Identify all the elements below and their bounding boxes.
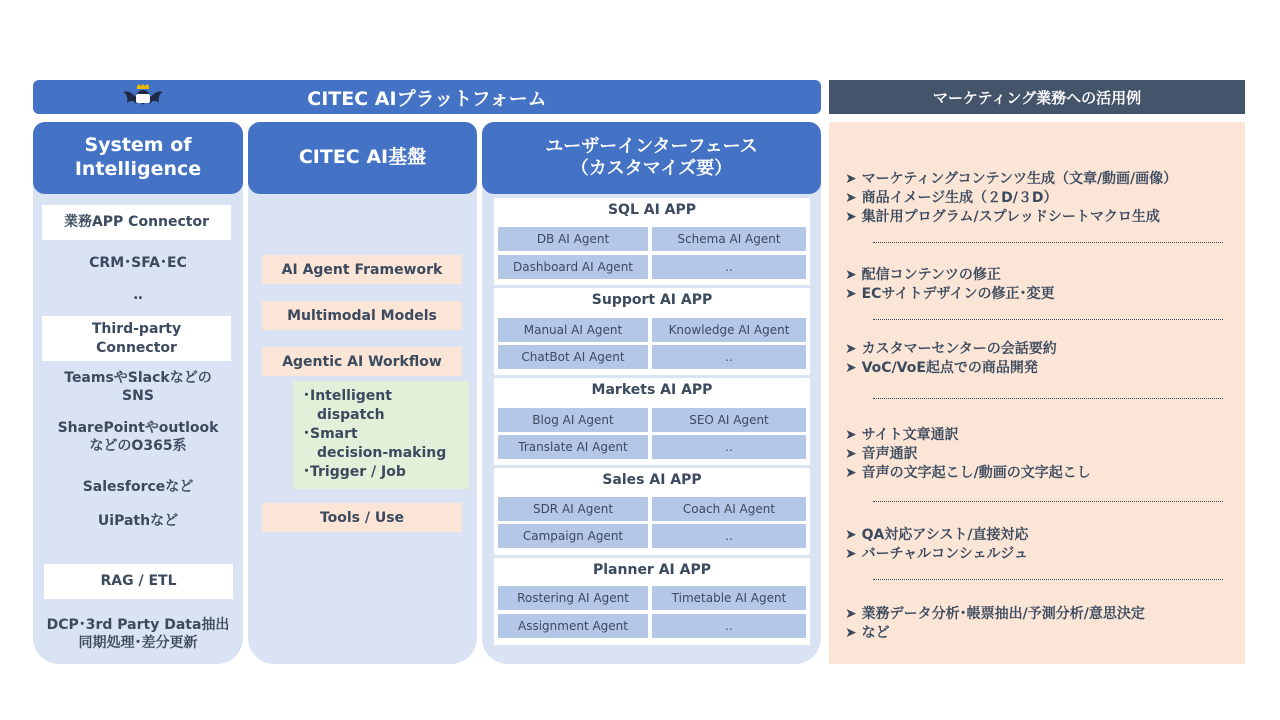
agent-cell: DB AI Agent	[498, 227, 648, 251]
platform-title: CITEC AIプラットフォーム	[307, 87, 547, 110]
app-title: SQL AI APP	[607, 202, 697, 218]
soi-title-line1: System of	[84, 134, 192, 157]
sns-line1: TeamsやSlackなどの	[64, 369, 212, 386]
dotted-divider	[873, 319, 1223, 320]
rag-etl-label: RAG / ETL	[100, 573, 177, 590]
salesforce-label: Salesforceなど	[82, 478, 194, 495]
bat-logo-icon	[121, 84, 165, 110]
third-party-connector-box	[42, 316, 231, 361]
platform-header-bar	[33, 80, 821, 114]
app-title: Markets AI APP	[591, 382, 713, 398]
dcp-line1: DCP･3rd Party Data抽出	[46, 616, 230, 633]
marketing-bullet: ➤ 商品イメージ生成（２D/３D）	[845, 190, 1058, 206]
app-connector-box	[42, 205, 231, 240]
agent-cell: ‥	[652, 614, 806, 638]
agent-cell: Campaign Agent	[498, 524, 648, 548]
agent-cell: Schema AI Agent	[652, 227, 806, 251]
dotted-divider	[873, 579, 1223, 580]
agent-cell: Manual AI Agent	[498, 318, 648, 342]
marketing-bullet: ➤ 業務データ分析･帳票抽出/予測分析/意思決定	[845, 606, 1145, 622]
app-panel-support	[494, 288, 810, 375]
ui-title-line1: ユーザーインターフェース	[545, 135, 758, 157]
third-party-label: Third-party	[91, 321, 182, 338]
rag-etl-box	[44, 564, 233, 599]
dotted-divider	[873, 501, 1223, 502]
agent-cell: SDR AI Agent	[498, 497, 648, 521]
ai-base-title: CITEC AI基盤	[298, 146, 427, 169]
agent-cell: Timetable AI Agent	[652, 586, 806, 610]
marketing-bullet: ➤ など	[845, 625, 890, 641]
dotted-divider	[873, 398, 1223, 399]
agent-cell: Dashboard AI Agent	[498, 255, 648, 279]
app-panel-planner	[494, 558, 810, 645]
marketing-bullet: ➤ カスタマーセンターの会話要約	[845, 341, 1057, 357]
agent-cell: Knowledge AI Agent	[652, 318, 806, 342]
system-of-intelligence-header	[33, 122, 243, 194]
agentic-workflow-box	[262, 347, 462, 376]
multimodal-models-label: Multimodal Models	[287, 307, 437, 324]
dcp-label	[33, 614, 243, 654]
agent-cell: Coach AI Agent	[652, 497, 806, 521]
app-title: Support AI APP	[591, 292, 713, 308]
marketing-header-bar	[829, 80, 1245, 114]
workflow-detail: ･Smart	[303, 425, 358, 442]
user-interface-header	[482, 122, 821, 194]
soi-ellipsis-label: ‥	[133, 286, 143, 303]
agent-cell: Blog AI Agent	[498, 408, 648, 432]
app-panel-sales	[494, 468, 810, 555]
connector-label: Connector	[96, 339, 177, 356]
agent-cell: Rostering AI Agent	[498, 586, 648, 610]
dcp-line2: 同期処理･差分更新	[78, 635, 198, 651]
workflow-detail: decision-making	[317, 444, 447, 461]
sns-label	[33, 368, 243, 406]
marketing-bullet: ➤ VoC/VoE起点での商品開発	[845, 360, 1038, 376]
marketing-bullet: ➤ マーケティングコンテンツ生成（文章/動画/画像）	[845, 171, 1178, 187]
workflow-details-box	[293, 381, 469, 489]
agentic-workflow-label: Agentic AI Workflow	[282, 353, 442, 370]
marketing-bullet: ➤ QA対応アシスト/直接対応	[845, 527, 1029, 543]
app-panel-sql	[494, 198, 810, 285]
uipath-label: UiPathなど	[97, 512, 179, 529]
agent-cell: Translate AI Agent	[498, 435, 648, 459]
tools-use-box	[262, 503, 462, 532]
soi-title-line2: Intelligence	[74, 158, 202, 180]
agent-cell: ‥	[652, 255, 806, 279]
o365-label	[33, 418, 243, 456]
agent-cell: ‥	[652, 345, 806, 369]
marketing-bullet: ➤ 音声通訳	[845, 446, 918, 462]
sns-line2: SNS	[122, 388, 154, 404]
tools-use-label: Tools / Use	[319, 509, 405, 526]
workflow-detail: dispatch	[317, 406, 385, 423]
multimodal-models-box	[262, 301, 462, 330]
ai-agent-framework-box	[262, 255, 462, 284]
crm-sfa-ec-label: CRM･SFA･EC	[89, 254, 187, 271]
marketing-bullet: ➤ サイト文章通訳	[845, 427, 959, 443]
marketing-bullet: ➤ 集計用プログラム/スプレッドシートマクロ生成	[845, 209, 1160, 225]
workflow-detail: ･Trigger / Job	[303, 463, 406, 480]
app-panel-markets	[494, 378, 810, 465]
marketing-bullet: ➤ ECサイトデザインの修正･変更	[845, 286, 1055, 302]
workflow-detail: ･Intelligent	[303, 388, 392, 404]
app-title: Sales AI APP	[602, 472, 702, 488]
dotted-divider	[873, 242, 1223, 243]
app-connector-label: 業務APP Connector	[63, 214, 210, 231]
agent-cell: ‥	[652, 435, 806, 459]
ai-base-header	[248, 122, 477, 194]
marketing-title: マーケティング業務への活用例	[932, 88, 1142, 107]
marketing-bullet: ➤ バーチャルコンシェルジュ	[845, 546, 1028, 562]
agent-cell: ‥	[652, 524, 806, 548]
agent-cell: SEO AI Agent	[652, 408, 806, 432]
o365-line2: などのO365系	[89, 438, 187, 454]
agent-cell: ChatBot AI Agent	[498, 345, 648, 369]
marketing-bullet: ➤ 音声の文字起こし/動画の文字起こし	[845, 465, 1091, 481]
ai-agent-framework-label: AI Agent Framework	[281, 261, 443, 278]
marketing-bullet: ➤ 配信コンテンツの修正	[845, 267, 1001, 283]
agent-cell: Assignment Agent	[498, 614, 648, 638]
app-title: Planner AI APP	[593, 562, 711, 578]
o365-line1: SharePointやoutlook	[57, 419, 219, 436]
ui-title-line2: （カスタマイズ要）	[570, 158, 733, 179]
